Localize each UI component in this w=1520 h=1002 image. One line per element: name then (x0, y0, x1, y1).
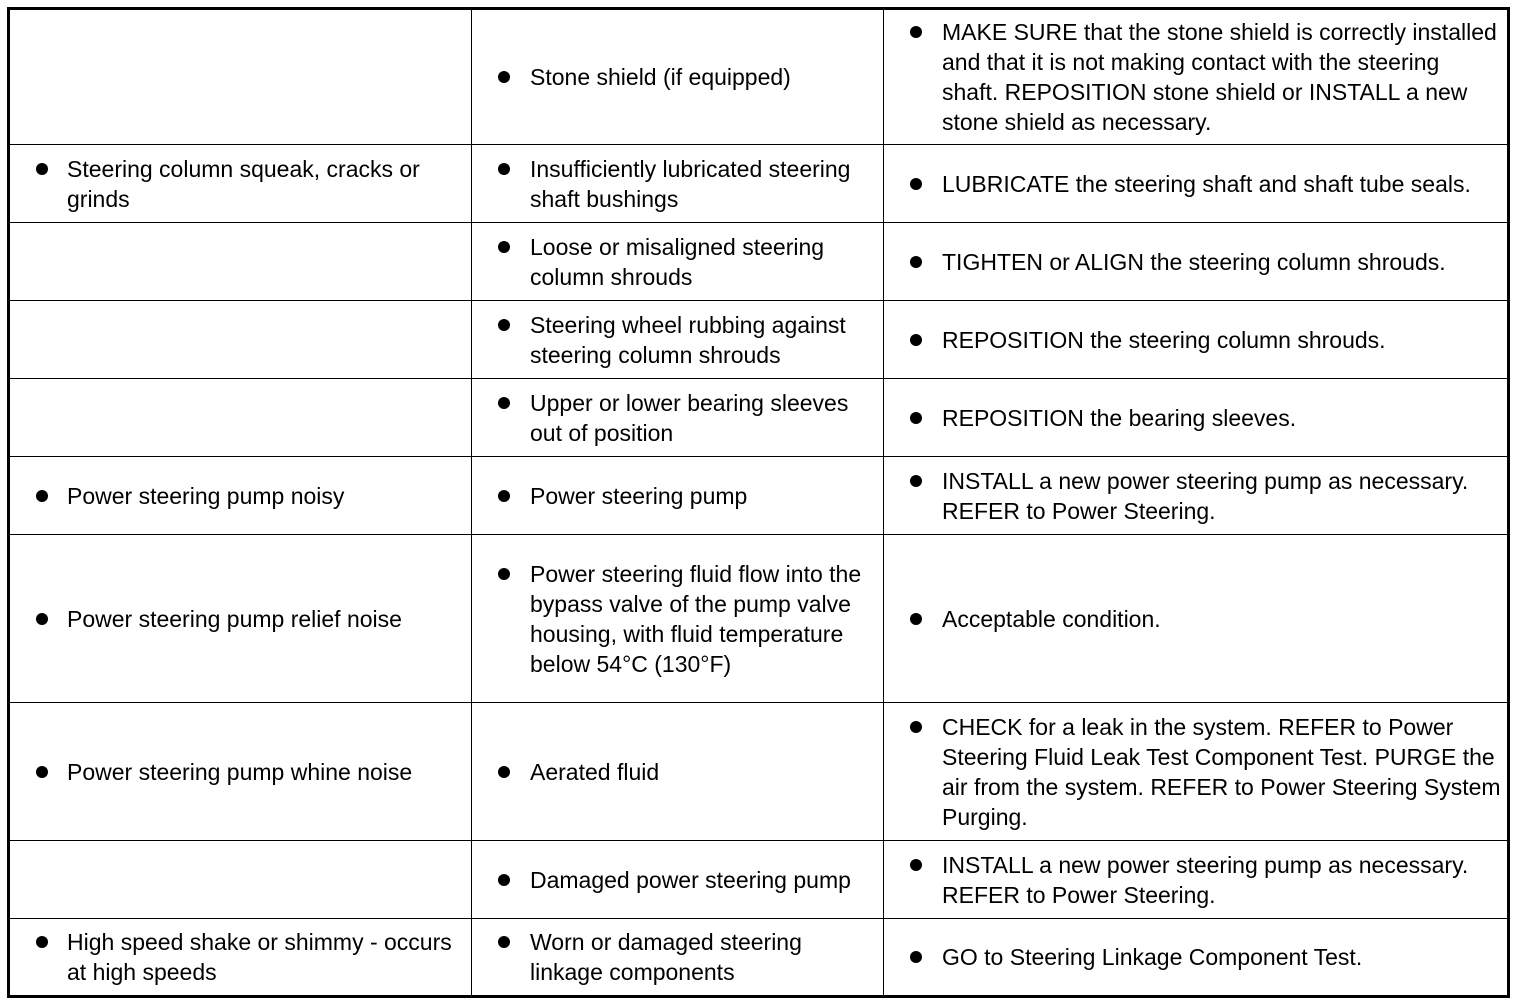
source-cell (472, 703, 884, 841)
action-cell (884, 457, 1509, 535)
bullet-icon (498, 397, 510, 409)
action-cell (884, 841, 1509, 919)
action-text: LUBRICATE the steering shaft and shaft tube seals. (942, 170, 1471, 197)
source-text: Upper or lower bearing sleeves out of position (530, 389, 849, 446)
cell-content (472, 477, 883, 515)
condition-text: Power steering pump relief noise (67, 605, 402, 632)
cell-content (884, 462, 1507, 530)
table-row (9, 703, 1509, 841)
source-text: Worn or damaged steering linkage components (530, 929, 802, 985)
condition-cell (9, 223, 472, 301)
source-cell (472, 9, 884, 145)
action-cell (884, 301, 1509, 379)
table-row (9, 301, 1509, 379)
cell-content (472, 861, 883, 899)
condition-text: Steering column squeak, cracks or grinds (67, 155, 420, 212)
cell-content (10, 753, 471, 791)
action-cell (884, 9, 1509, 145)
condition-text: Power steering pump whine noise (67, 758, 413, 785)
action-cell (884, 379, 1509, 457)
condition-cell (9, 145, 472, 223)
bullet-icon (910, 951, 922, 963)
action-cell (884, 919, 1509, 997)
bullet-icon (910, 334, 922, 346)
condition-cell (9, 457, 472, 535)
table-row (9, 919, 1509, 997)
cell-content (10, 600, 471, 638)
cell-content (472, 923, 883, 991)
action-text: REPOSITION the steering column shrouds. (942, 326, 1386, 353)
action-text: REPOSITION the bearing sleeves. (942, 404, 1297, 431)
cell-content (884, 600, 1507, 638)
cell-content (10, 336, 471, 344)
condition-cell (9, 535, 472, 703)
bullet-icon (910, 256, 922, 268)
table-row (9, 145, 1509, 223)
bullet-icon (498, 874, 510, 886)
cell-content (884, 243, 1507, 281)
bullet-icon (36, 613, 48, 625)
cell-content (472, 753, 883, 791)
condition-text: High speed shake or shimmy - occurs at high speeds (67, 929, 452, 985)
source-cell (472, 145, 884, 223)
cell-content (884, 165, 1507, 203)
source-cell (472, 457, 884, 535)
table-row (9, 535, 1509, 703)
bullet-icon (910, 178, 922, 190)
source-text: Stone shield (if equipped) (530, 64, 791, 90)
bullet-icon (498, 766, 510, 778)
action-cell (884, 145, 1509, 223)
cell-content (884, 846, 1507, 914)
bullet-icon (910, 412, 922, 424)
bullet-icon (498, 163, 510, 175)
cell-content (472, 150, 883, 218)
cell-content (884, 708, 1507, 836)
bullet-icon (36, 766, 48, 778)
source-cell (472, 301, 884, 379)
bullet-icon (910, 859, 922, 871)
bullet-icon (36, 490, 48, 502)
action-cell (884, 223, 1509, 301)
source-text: Power steering pump (530, 482, 748, 509)
bullet-icon (498, 71, 510, 83)
table-row (9, 223, 1509, 301)
condition-text: Power steering pump noisy (67, 482, 345, 509)
cell-content (472, 555, 883, 683)
source-cell (472, 919, 884, 997)
source-text: Loose or misaligned steering column shrouds (530, 233, 825, 290)
condition-cell (9, 703, 472, 841)
source-text: Aerated fluid (530, 758, 660, 785)
cell-content (884, 321, 1507, 359)
action-text: TIGHTEN or ALIGN the steering column shrouds. (942, 248, 1446, 275)
diagnosis-table (7, 7, 1510, 998)
cell-content (10, 477, 471, 515)
bullet-icon (910, 26, 922, 38)
condition-cell (9, 379, 472, 457)
action-text: INSTALL a new power steering pump as necessary. REFER to Power Steering. (942, 851, 1469, 908)
cell-content (472, 228, 883, 296)
bullet-icon (498, 490, 510, 502)
bullet-icon (498, 568, 510, 580)
source-text: Insufficiently lubricated steering shaft bushings (530, 155, 851, 212)
table-row (9, 379, 1509, 457)
table-body (9, 9, 1509, 997)
condition-cell (9, 841, 472, 919)
cell-content (10, 150, 471, 218)
action-text: MAKE SURE that the stone shield is correctly installed and that it is not making contact with the steering shaft. REPOSITION stone shield or INSTALL a new stone shield as necessary. (942, 19, 1497, 135)
bullet-icon (498, 936, 510, 948)
source-text: Steering wheel rubbing against steering column shrouds (530, 311, 846, 368)
cell-content (10, 258, 471, 266)
source-text: Power steering fluid flow into the bypass valve of the pump valve housing, with fluid temperature below 54°C (130°F) (530, 560, 862, 677)
source-cell (472, 841, 884, 919)
bullet-icon (498, 319, 510, 331)
cell-content (884, 399, 1507, 437)
bullet-icon (498, 241, 510, 253)
condition-cell (9, 9, 472, 145)
condition-cell (9, 919, 472, 997)
action-cell (884, 535, 1509, 703)
cell-content (10, 923, 471, 991)
table-row (9, 841, 1509, 919)
bullet-icon (36, 163, 48, 175)
action-cell (884, 703, 1509, 841)
bullet-icon (910, 613, 922, 625)
cell-content (10, 876, 471, 884)
source-cell (472, 379, 884, 457)
source-text: Damaged power steering pump (530, 866, 851, 893)
cell-content (884, 938, 1507, 976)
condition-cell (9, 301, 472, 379)
cell-content (884, 13, 1507, 141)
bullet-icon (910, 721, 922, 733)
cell-content (472, 384, 883, 452)
cell-content (10, 73, 471, 81)
table-row (9, 457, 1509, 535)
action-text: Acceptable condition. (942, 605, 1161, 632)
bullet-icon (36, 936, 48, 948)
source-cell (472, 535, 884, 703)
action-text: CHECK for a leak in the system. REFER to Power Steering Fluid Leak Test Component Test. PURGE the air from the system. REFER to Power Steering System Purging. (942, 713, 1501, 830)
action-text: GO to Steering Linkage Component Test. (942, 944, 1363, 970)
source-cell (472, 223, 884, 301)
cell-content (10, 414, 471, 422)
bullet-icon (910, 475, 922, 487)
table-row (9, 9, 1509, 145)
action-text: INSTALL a new power steering pump as necessary. REFER to Power Steering. (942, 467, 1469, 524)
cell-content (472, 58, 883, 96)
cell-content (472, 306, 883, 374)
